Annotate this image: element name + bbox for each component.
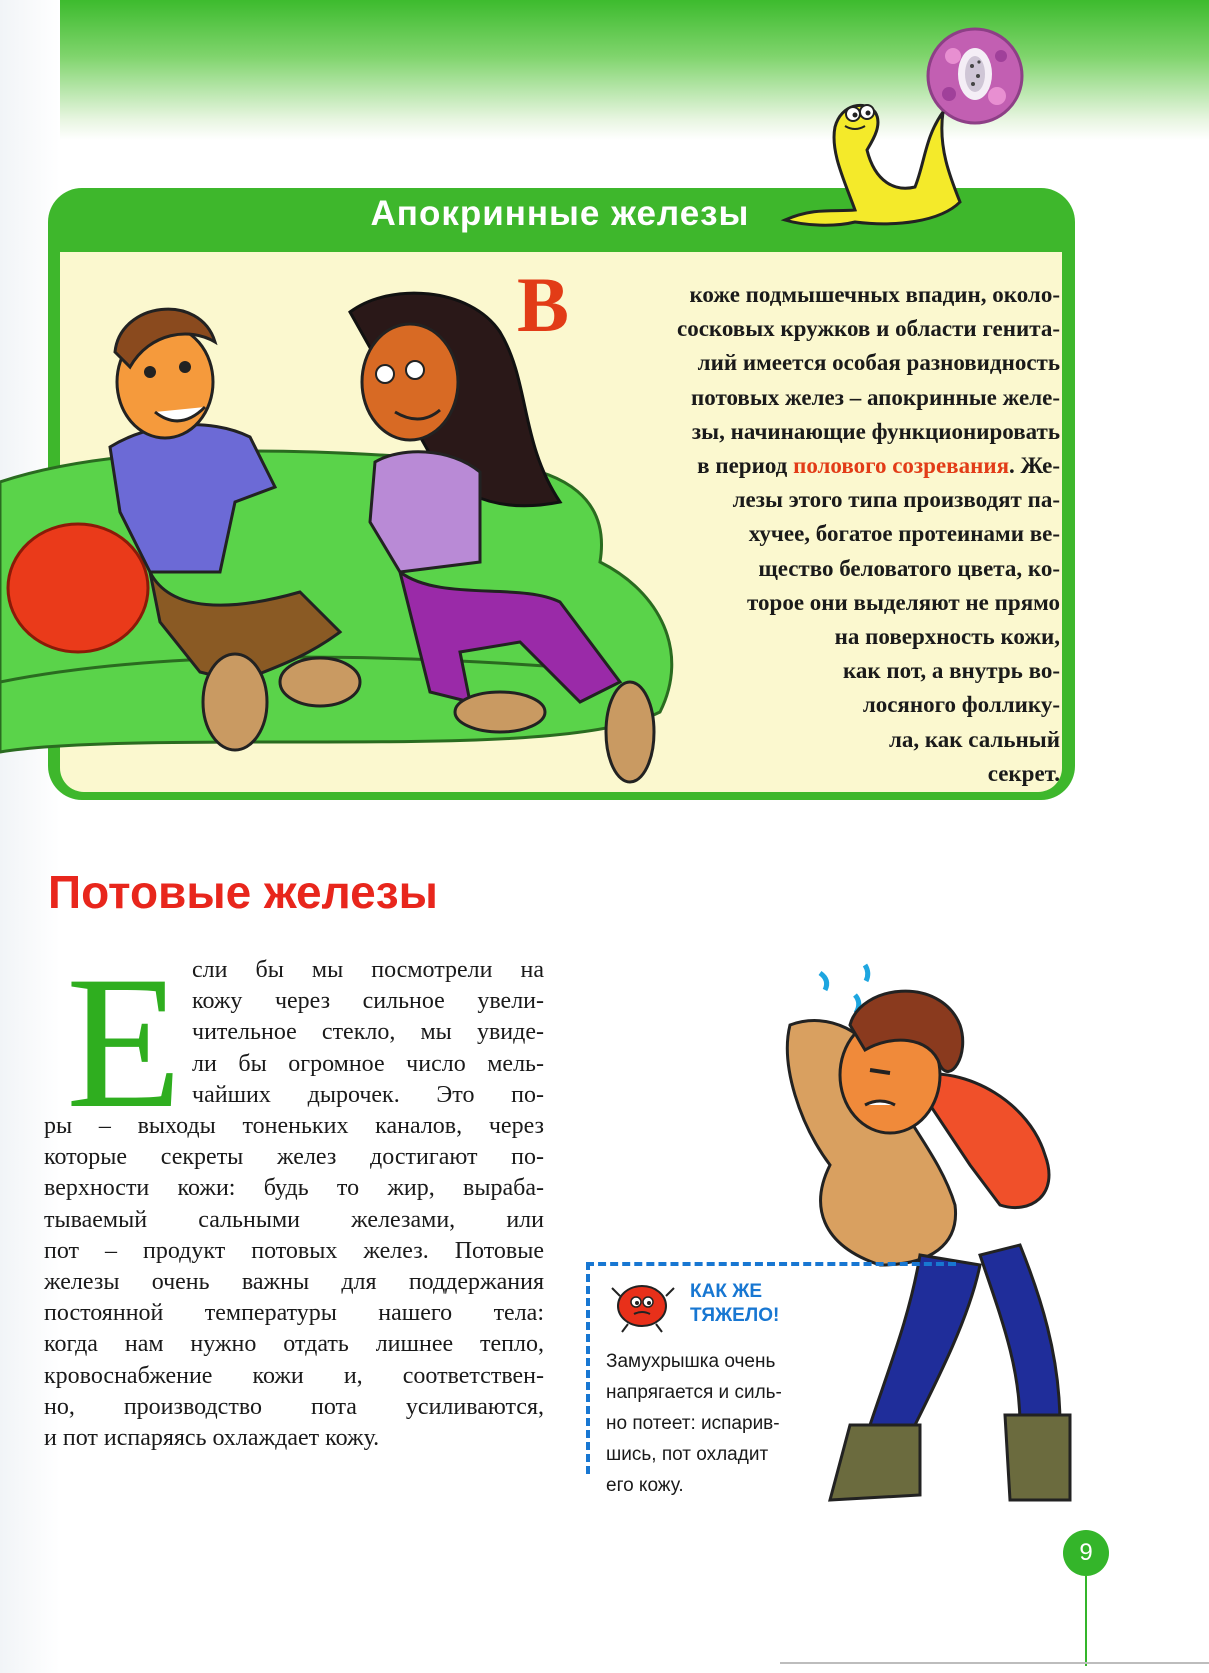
text-line: сосковых кружков и области генита- (676, 316, 1060, 342)
text-line: как пот, а внутрь во- (842, 658, 1060, 684)
bottom-rule (780, 1662, 1209, 1664)
callout-border-top (586, 1262, 956, 1266)
text-line: но потеет: испарив- (606, 1413, 780, 1434)
text-line: секрет. (987, 760, 1060, 786)
text-line: Замухрышка очень (606, 1351, 776, 1372)
text-line: коже подмышечных впадин, около- (689, 282, 1060, 307)
highlighted-term: полового созревания (793, 453, 1010, 479)
text-line: когда нам нужно отдать лишнее тепло, (44, 1331, 544, 1358)
top-banner (0, 0, 1209, 140)
page-number-stem (1085, 1576, 1087, 1666)
text-line: чительное стекло, мы увиде- (192, 1019, 544, 1046)
callout-heading (690, 1280, 779, 1328)
text-line: пот – продукт потовых желез. Потовые (44, 1237, 544, 1264)
red-blob-icon (608, 1276, 678, 1336)
apocrine-dropcap: В (517, 261, 570, 348)
text-line: лезы этого типа производят па- (732, 487, 1060, 513)
text-line: щество беловатого цвета, ко- (758, 555, 1060, 581)
text-line: но, производство пота усиливаются, (44, 1393, 544, 1420)
text-line: верхности кожи: будь то жир, выраба- (44, 1175, 544, 1202)
page-number: 9 (1063, 1530, 1109, 1576)
text-line: зы, начинающие функционировать (691, 418, 1060, 444)
text-line: его кожу. (606, 1475, 684, 1496)
text-line: которые секреты желез достигают по- (44, 1144, 544, 1171)
callout-text (606, 1346, 906, 1501)
text-line: кожу через сильное увели- (192, 988, 544, 1015)
text-line: торое они выделяют не прямо (747, 589, 1060, 615)
text-line (520, 449, 1060, 483)
text-line: напрягается и силь- (606, 1382, 782, 1403)
text-fragment: . Же- (1009, 453, 1060, 479)
text-line: тываемый сальными железами, или (44, 1206, 544, 1233)
yellow-worm-icon (775, 92, 965, 237)
callout-heading-line: ТЯЖЕЛО! (690, 1305, 780, 1326)
text-line: чайших дырочек. Это по- (192, 1081, 544, 1108)
text-line: ла, как сальный (888, 726, 1060, 752)
text-line: на поверхность кожи, (834, 624, 1060, 650)
callout-border-left (586, 1262, 590, 1474)
text-line: лосяного фоллику- (862, 692, 1060, 718)
sweat-dropcap: Е (66, 938, 183, 1148)
tip-callout (586, 1262, 946, 1496)
text-line: лий имеется особая разновидность (697, 350, 1060, 376)
apocrine-paragraph (520, 278, 1060, 791)
text-line: сли бы мы посмотрели на (192, 957, 544, 983)
text-line: железы очень важны для поддержания (44, 1269, 544, 1296)
text-line: кровоснабжение кожи и, соответствен- (44, 1362, 544, 1389)
callout-heading-line: КАК ЖЕ (690, 1281, 763, 1302)
text-line: шись, пот охладит (606, 1444, 769, 1465)
text-line: потовых желез – апокринные желе- (691, 384, 1060, 410)
text-line: ли бы огромное число мель- (192, 1050, 544, 1077)
text-fragment: в период (697, 453, 794, 479)
text-line: ры – выходы тоненьких каналов, через (44, 1113, 544, 1140)
sweat-title: Потовые железы (48, 866, 438, 918)
sweat-paragraph (44, 955, 544, 1454)
text-line: постоянной температуры нашего тела: (44, 1300, 544, 1327)
apocrine-title: Апокринные железы (370, 194, 750, 233)
text-line: хучее, богатое протеинами ве- (748, 521, 1060, 547)
text-line: и пот испаряясь охлаждает кожу. (44, 1425, 380, 1452)
